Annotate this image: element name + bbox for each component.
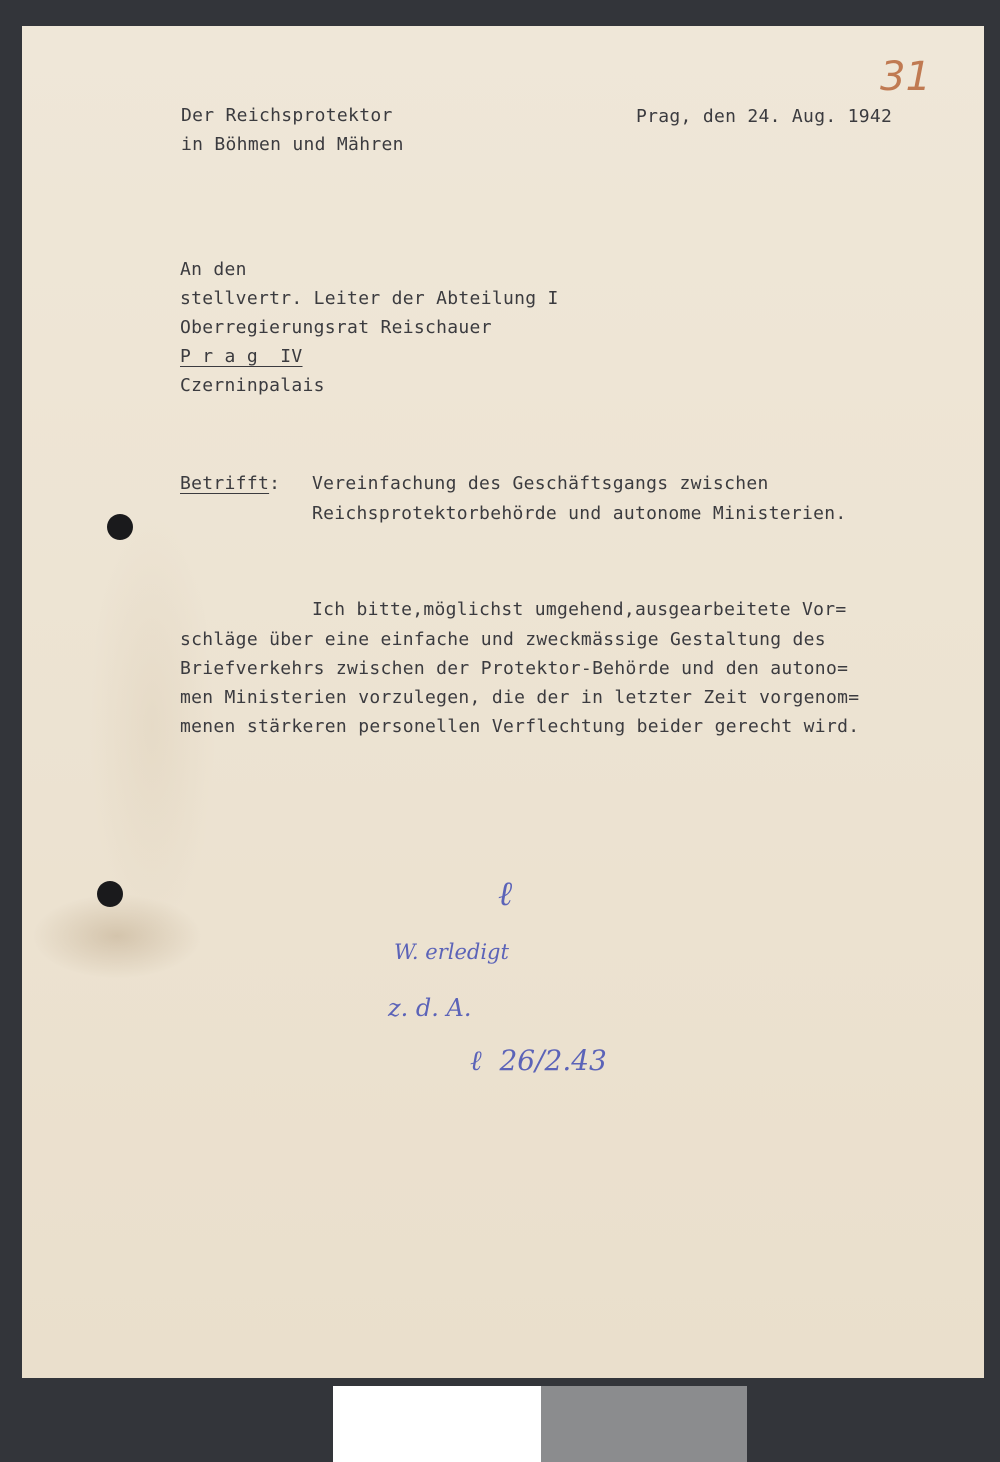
punch-hole (97, 881, 123, 907)
body-line-1: Ich bitte,möglichst umgehend,ausgearbeitete Vor= (312, 599, 847, 620)
handwritten-note-1: W. erledigt (394, 940, 509, 964)
sender-line-2: in Böhmen und Mähren (181, 134, 404, 155)
recipient-line-1: An den (180, 259, 247, 280)
handwritten-note-2: z. d. A. (388, 994, 472, 1022)
handwritten-mark: ℓ (498, 874, 513, 914)
sender-line-1: Der Reichsprotektor (181, 105, 393, 126)
recipient-city: P r a g IV (180, 346, 303, 367)
body-line-2: schläge über eine einfache und zweckmässige Gestaltung des (180, 629, 826, 650)
handwritten-note-3: ℓ 26/2.43 (470, 1044, 607, 1077)
punch-hole (107, 514, 133, 540)
body-line-3: Briefverkehrs zwischen der Protektor-Behörde und den autono= (180, 658, 849, 679)
recipient-line-2: stellvertr. Leiter der Abteilung I (180, 288, 559, 309)
subject-line-2: Reichsprotektorbehörde und autonome Ministerien. (312, 503, 847, 524)
subject-label: Betrifft (180, 473, 270, 494)
body-line-4: men Ministerien vorzulegen, die der in letzter Zeit vorgenom= (180, 687, 860, 708)
subject-label-row (180, 469, 280, 498)
recipient-line-3: Oberregierungsrat Reischauer (180, 317, 492, 338)
subject-colon: : (269, 473, 281, 494)
document-page (22, 26, 984, 1378)
recipient-line-5: Czerninpalais (180, 375, 325, 396)
letter-date: Prag, den 24. Aug. 1942 (636, 106, 893, 127)
subject-line-1: Vereinfachung des Geschäftsgangs zwischen (312, 473, 769, 494)
color-scale-grey (541, 1386, 747, 1462)
page-number: 31 (880, 54, 931, 100)
body-line-5: menen stärkeren personellen Verflechtung beider gerecht wird. (180, 716, 860, 737)
color-scale-white (333, 1386, 541, 1462)
